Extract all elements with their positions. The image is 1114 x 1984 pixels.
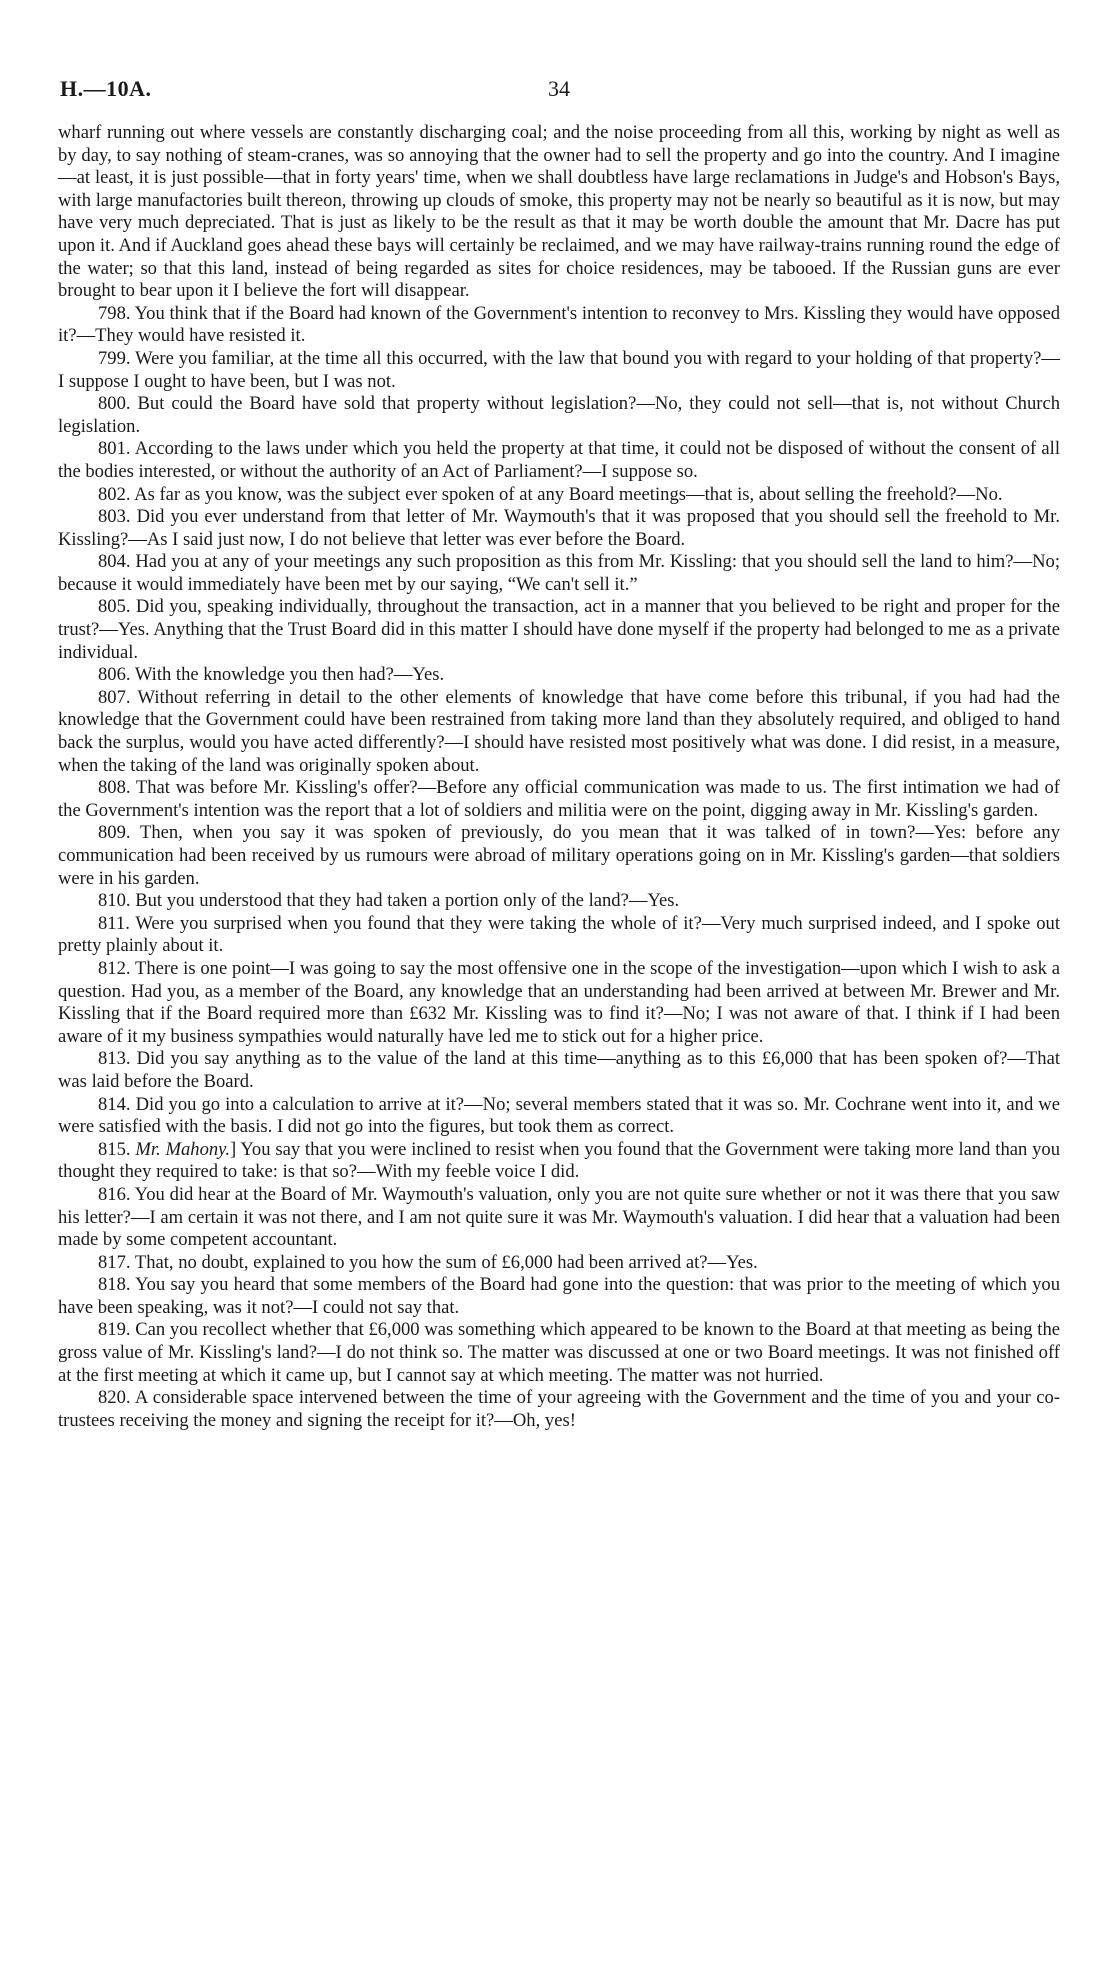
page-header: [58, 76, 1060, 116]
question-799: 799. Were you familiar, at the time all this occurred, with the law that bound you with regard to your holding of that property?—I suppose I ought to have been, but I was not.: [58, 347, 1060, 392]
question-text: ] You say that you were inclined to resist when you found that the Government were taking more land than you thought they required to take: is that so?—With my feeble voice I did.: [58, 1138, 1060, 1183]
speaker-name: Mr. Mahony.: [135, 1138, 231, 1160]
question-817: 817. That, no doubt, explained to you how the sum of £6,000 had been arrived at?—Yes.: [98, 1251, 758, 1273]
question-811: 811. Were you surprised when you found that they were taking the whole of it?—Very much surprised indeed, and I spoke out pretty plainly about it.: [58, 912, 1060, 957]
question-812: 812. There is one point—I was going to say the most offensive one in the scope of the investigation—upon which I wish to ask a question. Had you, as a member of the Board, any knowledge that an understanding had been arrived at between Mr. Brewer and Mr. Kissling that if the Board required more than £632 Mr. Kissling was to find it?—No; I was not aware of that. I think if I had been aware of it my business sympathies would naturally have led me to stick out for a higher price.: [58, 957, 1060, 1047]
page-number: 34: [548, 76, 570, 101]
question-815: [58, 1139, 1060, 1184]
continued-paragraph: wharf running out where vessels are constantly discharging coal; and the noise proceeding from all this, working by night as well as by day, to say nothing of steam-cranes, was so annoying that the owner had to sell the property and go into the country. And I imagine—at least, it is just possible—that in forty years' time, when we shall doubtless have large reclamations in Judge's and Hobson's Bays, with large manufactories built thereon, throwing up clouds of smoke, this property may not be nearly so beautiful as it is now, but may have very much depreciated. That is just as likely to be the result as that it may be worth double the amount that Mr. Dacre has put upon it. And if Auckland goes ahead these bays will certainly be reclaimed, and we may have railway-trains running round the edge of the water; so that this land, instead of being regarded as sites for choice residences, may be tabooed. If the Russian guns are ever brought to bear upon it I believe the fort will disappear.: [58, 122, 1060, 302]
body-text: [58, 122, 1060, 1432]
document-reference: H.—10A.: [60, 76, 152, 101]
question-802: 802. As far as you know, was the subject ever spoken of at any Board meetings—that is, about selling the freehold?—No.: [98, 483, 1003, 505]
question-806: 806. With the knowledge you then had?—Yes.: [98, 664, 445, 686]
question-816: 816. You did hear at the Board of Mr. Waymouth's valuation, only you are not quite sure whether or not it was there that you saw his letter?—I am certain it was not there, and I am not quite sure it was Mr. Waymouth's valuation. I did hear that a valuation had been made by some competent accountant.: [58, 1183, 1060, 1251]
question-804: 804. Had you at any of your meetings any such proposition as this from Mr. Kissling: that you should sell the land to him?—No; because it would immediately have been met by our saying, “We can't sell it.”: [58, 551, 1060, 595]
question-809: 809. Then, when you say it was spoken of previously, do you mean that it was talked of in town?—Yes: before any communication had been received by us rumours were abroad of military operations going on in Mr. Kissling's garden—that soldiers were in his garden.: [58, 822, 1060, 889]
question-805: 805. Did you, speaking individually, throughout the transaction, act in a manner that you believed to be right and proper for the trust?—Yes. Anything that the Trust Board did in this matter I should have done myself if the property had belonged to me as a private individual.: [58, 596, 1060, 663]
question-798: 798. You think that if the Board had known of the Government's intention to reconvey to Mrs. Kissling they would have opposed it?—They would have resisted it.: [58, 302, 1060, 347]
question-819: 819. Can you recollect whether that £6,000 was something which appeared to be known to the Board at that meeting as being the gross value of Mr. Kissling's land?—I do not think so. The matter was discussed at one or two Board meetings. It was not finished off at the first meeting at which it came up, but I cannot say at which meeting. The matter was not hurried.: [58, 1319, 1060, 1386]
question-801: 801. According to the laws under which you held the property at that time, it could not be disposed of without the consent of all the bodies interested, or without the authority of an Act of Parliament?—I suppose so.: [58, 438, 1060, 482]
question-820: 820. A considerable space intervened between the time of your agreeing with the Government and the time of you and your co-trustees receiving the money and signing the receipt for it?—Oh, yes!: [58, 1387, 1060, 1431]
question-808: 808. That was before Mr. Kissling's offer?—Before any official communication was made to us. The first intimation we had of the Government's intention was the report that a lot of soldiers and militia were on the point, digging away in Mr. Kissling's garden.: [58, 777, 1060, 821]
question-number: 815.: [98, 1138, 131, 1160]
question-800: 800. But could the Board have sold that property without legislation?—No, they could not sell—that is, not without Church legislation.: [58, 393, 1060, 437]
question-814: 814. Did you go into a calculation to arrive at it?—No; several members stated that it was so. Mr. Cochrane went into it, and we were satisfied with the basis. I did not go into the figures, but took them as correct.: [58, 1093, 1060, 1138]
question-810: 810. But you understood that they had taken a portion only of the land?—Yes.: [98, 890, 680, 912]
question-818: 818. You say you heard that some members of the Board had gone into the question: that was prior to the meeting of which you have been speaking, was it not?—I could not say that.: [58, 1274, 1060, 1318]
question-803: 803. Did you ever understand from that letter of Mr. Waymouth's that it was proposed that you should sell the freehold to Mr. Kissling?—As I said just now, I do not believe that letter was ever before the Board.: [58, 506, 1060, 550]
question-813: 813. Did you say anything as to the value of the land at this time—anything as to this £6,000 that has been spoken of?—That was laid before the Board.: [58, 1048, 1060, 1092]
question-807: 807. Without referring in detail to the other elements of knowledge that have come before this tribunal, if you had had the knowledge that the Government could have been restrained from taking more land than they absolutely required, and obliged to hand back the surplus, would you have acted differently?—I should have resisted most positively what was done. I did resist, in a measure, when the taking of the land was originally spoken about.: [58, 686, 1060, 776]
